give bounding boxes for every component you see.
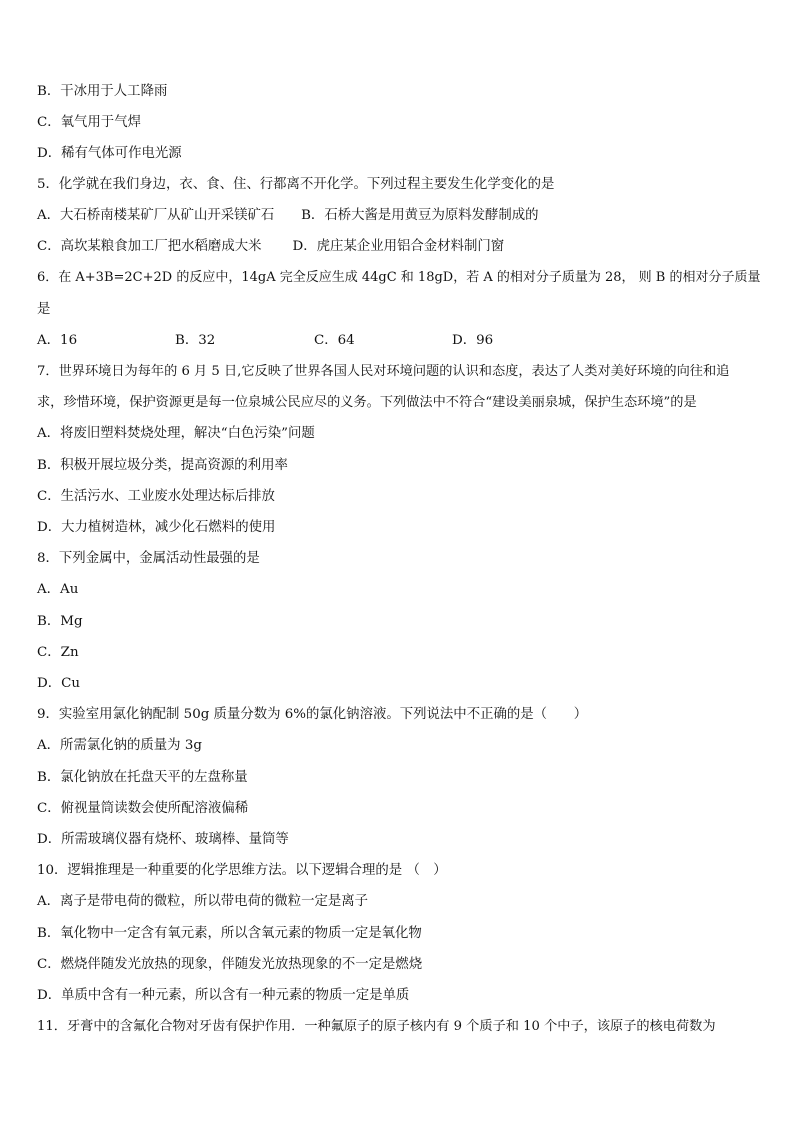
q7-option-b: B．积极开展垃圾分类，提高资源的利用率: [37, 458, 288, 473]
q8-option-c: C．Zn: [37, 645, 79, 660]
question-10-stem: 10．逻辑推理是一种重要的化学思维方法。以下逻辑合理的是 （ ）: [37, 863, 447, 878]
q8-option-a: A．Au: [37, 582, 79, 597]
q6-option-a: A．16: [37, 333, 78, 348]
q10-option-b: B．氧化物中一定含有氧元素，所以含氧元素的物质一定是氧化物: [37, 926, 422, 941]
q10-option-c: C．燃烧伴随发光放热的现象，伴随发光放热现象的不一定是燃烧: [37, 957, 423, 972]
question-9-stem: 9．实验室用氯化钠配制 50g 质量分数为 6%的氯化钠溶液。下列说法中不正确的是（ ）: [37, 707, 588, 722]
q5-options-ab: A．大石桥南楼某矿厂从矿山开采镁矿石 B．石桥大酱是用黄豆为原料发酵制成的: [37, 208, 539, 223]
q9-option-b: B．氯化钠放在托盘天平的左盘称量: [37, 770, 248, 785]
q6-option-d: D．96: [452, 333, 494, 348]
q4-option-d: D．稀有气体可作电光源: [37, 146, 182, 161]
q4-option-c: C．氧气用于气焊: [37, 115, 141, 130]
question-8-stem: 8．下列金属中，金属活动性最强的是: [37, 551, 260, 566]
q9-option-c: C．俯视量筒读数会使所配溶液偏稀: [37, 801, 249, 816]
q7-option-a: A．将废旧塑料焚烧处理，解决“白色污染”问题: [37, 426, 315, 441]
q5-options-cd: C．高坎某粮食加工厂把水稻磨成大米 D．虎庄某企业用铝合金材料制门窗: [37, 239, 505, 254]
question-6-stem-cont: 是: [37, 302, 51, 317]
q10-option-d: D．单质中含有一种元素，所以含有一种元素的物质一定是单质: [37, 988, 410, 1003]
question-5-stem: 5．化学就在我们身边，衣、食、住、行都离不开化学。下列过程主要发生化学变化的是: [37, 177, 555, 192]
q8-option-b: B．Mg: [37, 614, 83, 629]
question-6-stem: 6．在 A+3B=2C+2D 的反应中，14gA 完全反应生成 44gC 和 18gD，若 A 的相对分子质量为 28， 则 B 的相对分子质量: [37, 270, 761, 285]
question-7-stem-cont: 求，珍惜环境，保护资源更是每一位泉城公民应尽的义务。下列做法中不符合“建设美丽泉城，保护生态环境”的是: [37, 395, 697, 410]
q4-option-b: B．干冰用于人工降雨: [37, 84, 168, 99]
q10-option-a: A．离子是带电荷的微粒，所以带电荷的微粒一定是离子: [37, 894, 369, 909]
q7-option-d: D．大力植树造林，减少化石燃料的使用: [37, 520, 276, 535]
q6-option-c: C．64: [314, 333, 355, 348]
q9-option-d: D．所需玻璃仪器有烧杯、玻璃棒、量筒等: [37, 832, 289, 847]
q8-option-d: D．Cu: [37, 676, 80, 691]
question-11-stem: 11．牙膏中的含氟化合物对牙齿有保护作用．一种氟原子的原子核内有 9 个质子和 10 个中子，该原子的核电荷数为: [37, 1019, 716, 1034]
q9-option-a: A．所需氯化钠的质量为 3g: [37, 738, 202, 753]
question-7-stem: 7．世界环境日为每年的 6 月 5 日,它反映了世界各国人民对环境问题的认识和态度，表达了人类对美好环境的向往和追: [37, 364, 730, 379]
q6-option-b: B．32: [175, 333, 216, 348]
q7-option-c: C．生活污水、工业废水处理达标后排放: [37, 489, 275, 504]
